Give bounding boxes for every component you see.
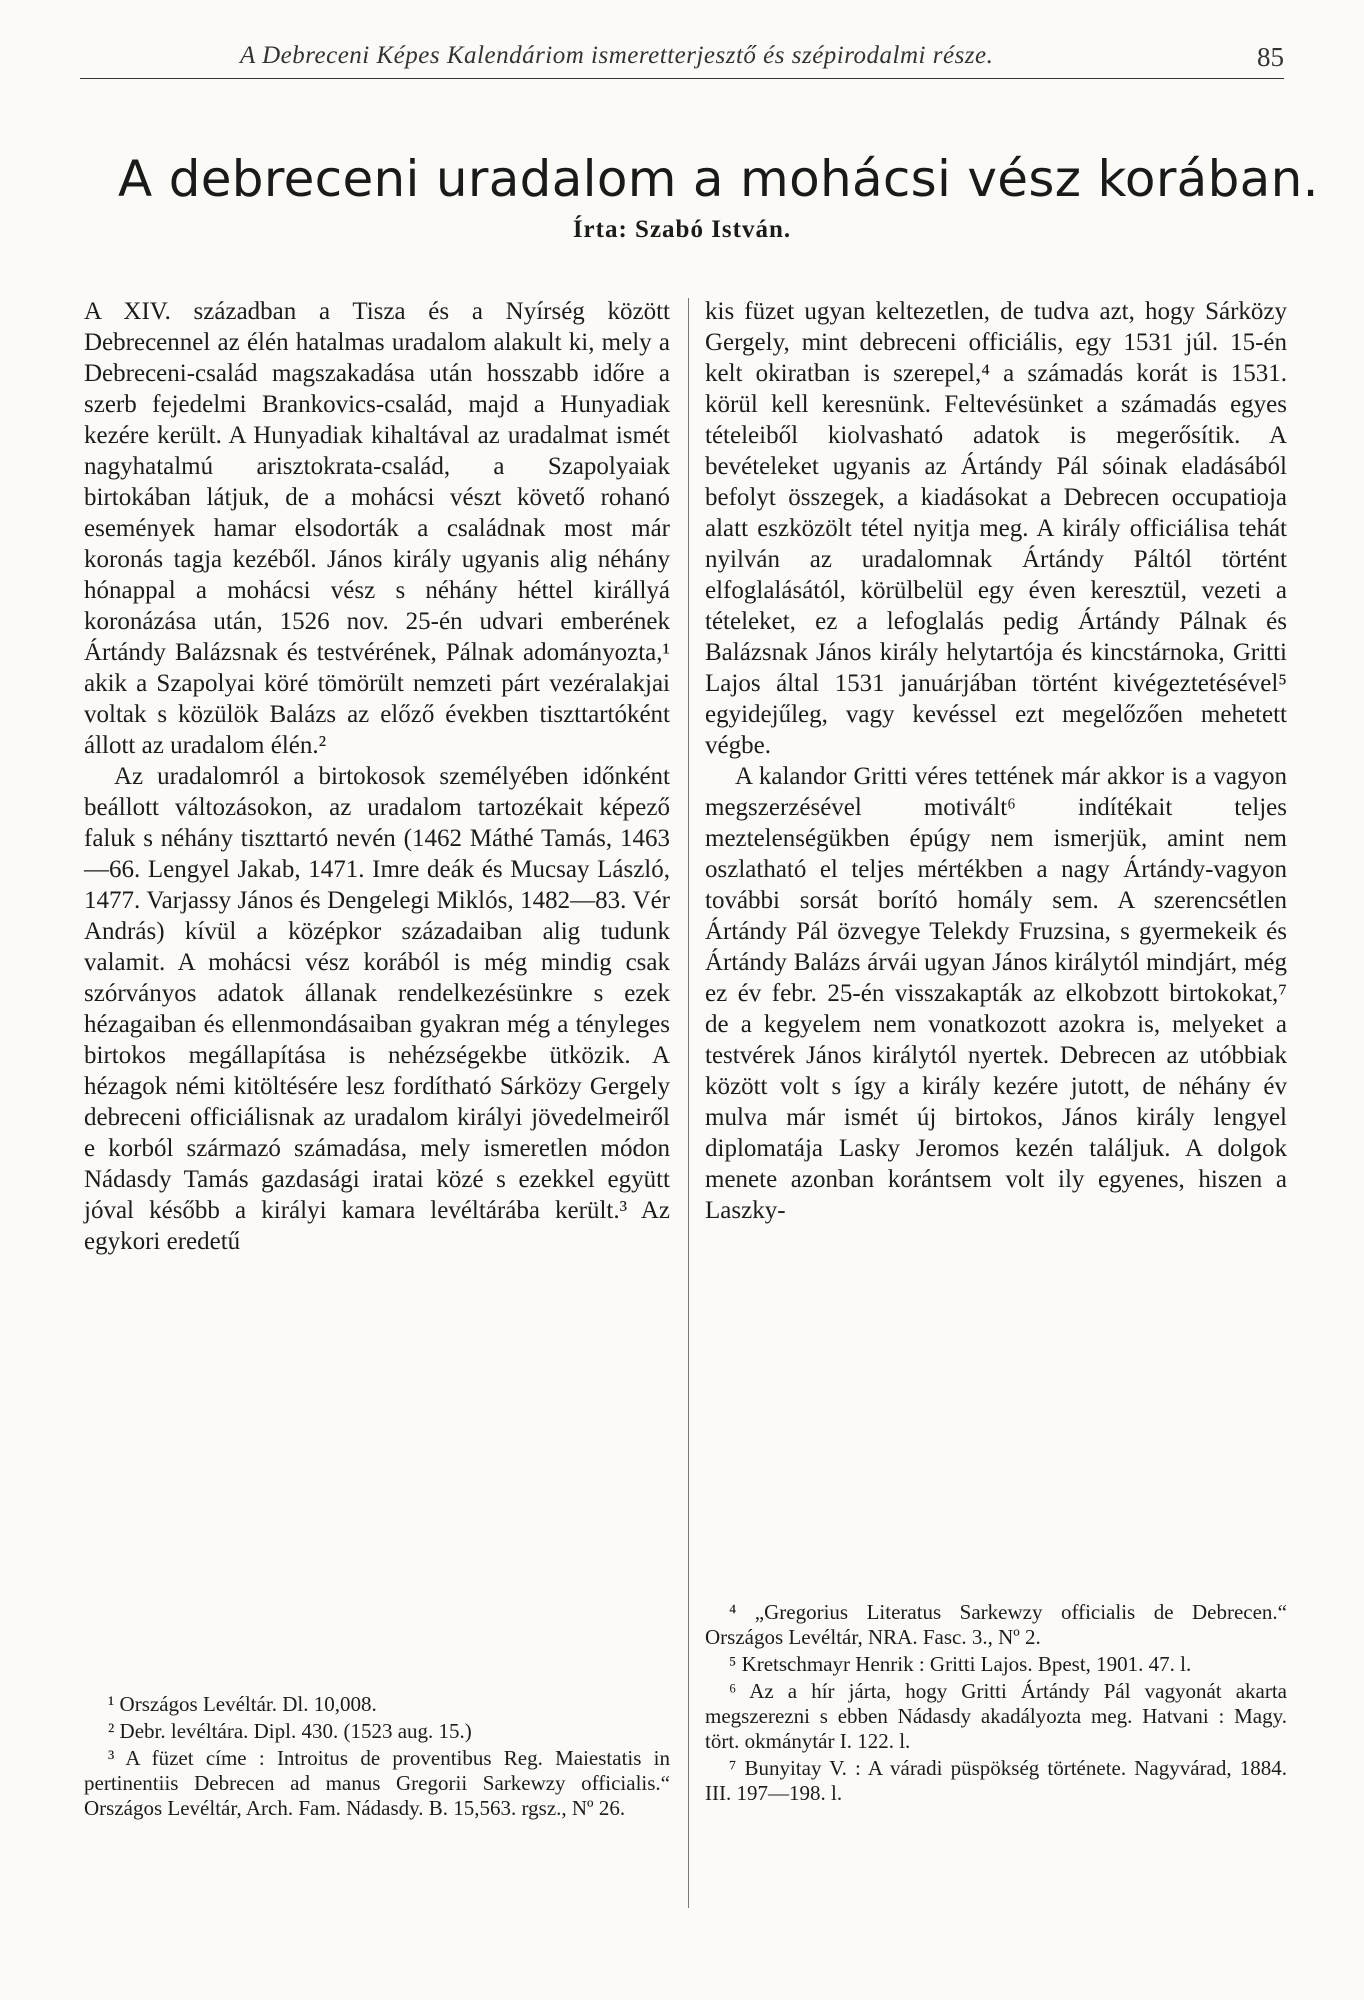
footnote-5: ⁵ Kretschmayr Henrik : Gritti Lajos. Bpest, 1901. 47. l. [729,1652,1192,1676]
footnotes-right [705,1600,1287,1808]
footnote-6: ⁶ Az a hír járta, hogy Gritti Ártándy Pál vagyonát akarta megszerezni s ebben Nádasdy akadályozta meg. Hatvani : Magy. tört. okmánytár I. 122. l. [705,1679,1287,1753]
footnotes-left [84,1692,670,1823]
running-title: A Debreceni Képes Kalendáriom ismeretterjesztő és szépirodalmi része. [240,42,994,69]
footnote-2: ² Debr. levéltára. Dipl. 430. (1523 aug. 15.) [108,1719,472,1743]
footnote-3: ³ A füzet címe : Introitus de proventibus Reg. Maiestatis in pertinentiis Debrecen ad manus Gregorii Sarkewzy officialis.“ Országos Levéltár, Arch. Fam. Nádasdy. B. 15,563. rgsz., Nº 26. [84,1746,670,1820]
footnote-7: ⁷ Bunyitay V. : A váradi püspökség története. Nagyvárad, 1884. III. 197—198. l. [705,1756,1287,1805]
right-column [705,296,1287,1226]
left-paragraph-1: A XIV. században a Tisza és a Nyírség között Debrecennel az élén hatalmas uradalom alakult ki, mely a Debreceni-család magszakadása után hosszabb időre a szerb fejedelmi Brankovics-család, majd a Hunyadiak kezére került. A Hunyadiak kihaltával az uradalmat ismét nagyhatalmú arisztokrata-család, a Szapolyaiak birtokában látjuk, de a mohácsi vészt követő rohanó események hamar elsodorták a családnak most már koronás tagja kezéből. János király ugyanis alig néhány hónappal a mohácsi vész s néhány héttel királlyá koronázása után, 1526 nov. 25-én udvari emberének Ártándy Balázsnak és testvérének, Pálnak adományozta,¹ akik a Szapolyai köré tömörült nemzeti párt vezéralakjai voltak s közülök Balázs az előző években tiszttartóként állott az uradalom élén.² [84,298,670,759]
article-byline: Írta: Szabó István. [572,216,792,243]
left-column [84,296,670,1257]
running-header [80,38,1284,79]
footnote-1: ¹ Országos Levéltár. Dl. 10,008. [108,1692,377,1716]
left-paragraph-2: Az uradalomról a birtokosok személyében időnként beállott változásokon, az uradalom tartozékait képező faluk s néhány tiszttartó nevén (1462 Máthé Tamás, 1463—66. Lengyel Jakab, 1471. Imre deák és Mucsay László, 1477. Varjassy János és Dengelegi Miklós, 1482—83. Vér András) kívül a középkor századaiban alig tudunk valamit. A mohácsi vész korából is még mindig csak szórványos adatok állanak rendelkezésünkre s ezek hézagaiban és ellenmondásaiban gyakran még a tényleges birtokos megállapítása is nehézségekbe ütközik. A hézagok némi kitöltésére lesz fordítható Sárközy Gergely debreceni officiálisnak az uradalom királyi jövedelmeiről e korból származó számadása, mely ismeretlen módon Nádasdy Tamás gazdasági iratai közé s ezekkel együtt jóval később a királyi kamara levéltárába került.³ Az egykori eredetű [84,763,670,1255]
footnote-4: ⁴ „Gregorius Literatus Sarkewzy officialis de Debrecen.“ Országos Levéltár, NRA. Fasc. 3., Nº 2. [705,1600,1287,1649]
right-paragraph-1: kis füzet ugyan keltezetlen, de tudva azt, hogy Sárközy Gergely, mint debreceni officiális, egy 1531 júl. 15-én kelt okiratban is szerepel,⁴ a számadás korát is 1531. körül kell keresnünk. Feltevésünket a számadás egyes tételeiből kiolvasható adatok is megerősítik. A bevételeket ugyanis az Ártándy Pál sóinak eladásából befolyt összegek, a kiadásokat a Debrecen occupatioja alatt eszközölt tétel nyitja meg. A király officiálisa tehát nyilván az uradalomnak Ártándy Páltól történt elfoglalásától, körülbelül egy éven keresztül, vezeti a tételeket, ez a lefoglalás pedig Ártándy Pálnak és Balázsnak János király helytartója és kincstárnoka, Gritti Lajos által 1531 januárjában történt kivégeztetésével⁵ egyidejűleg, vagy kevéssel ezt megelőzően mehetett végbe. [705,298,1287,759]
right-paragraph-2: A kalandor Gritti véres tettének már akkor is a vagyon megszerzésével motivált⁶ indítékait teljes meztelenségükben épúgy nem ismerjük, amint nem oszlatható el teljes mértékben a nagy Ártándy-vagyon további sorsát borító homály sem. A szerencsétlen Ártándy Pál özvegye Telekdy Fruzsina, s gyermekeik és Ártándy Balázs árvái ugyan János királytól mindjárt, még ez év febr. 25-én visszakapták az elkobzott birtokokat,⁷ de a kegyelem nem vonatkozott azokra is, melyeket a testvérek János királytól nyertek. Debrecen az utóbbiak között volt s így a király kezére jutott, de néhány év mulva már ismét új birtokos, János király lengyel diplomatája Lasky Jeromos kezén találjuk. A dolgok menete azonban korántsem volt ily egyenes, hiszen a Laszky- [705,763,1287,1224]
article-title: A debreceni uradalom a mohácsi vész korában. [118,150,1319,208]
page-number: 85 [1257,42,1284,72]
column-divider [688,298,689,1908]
